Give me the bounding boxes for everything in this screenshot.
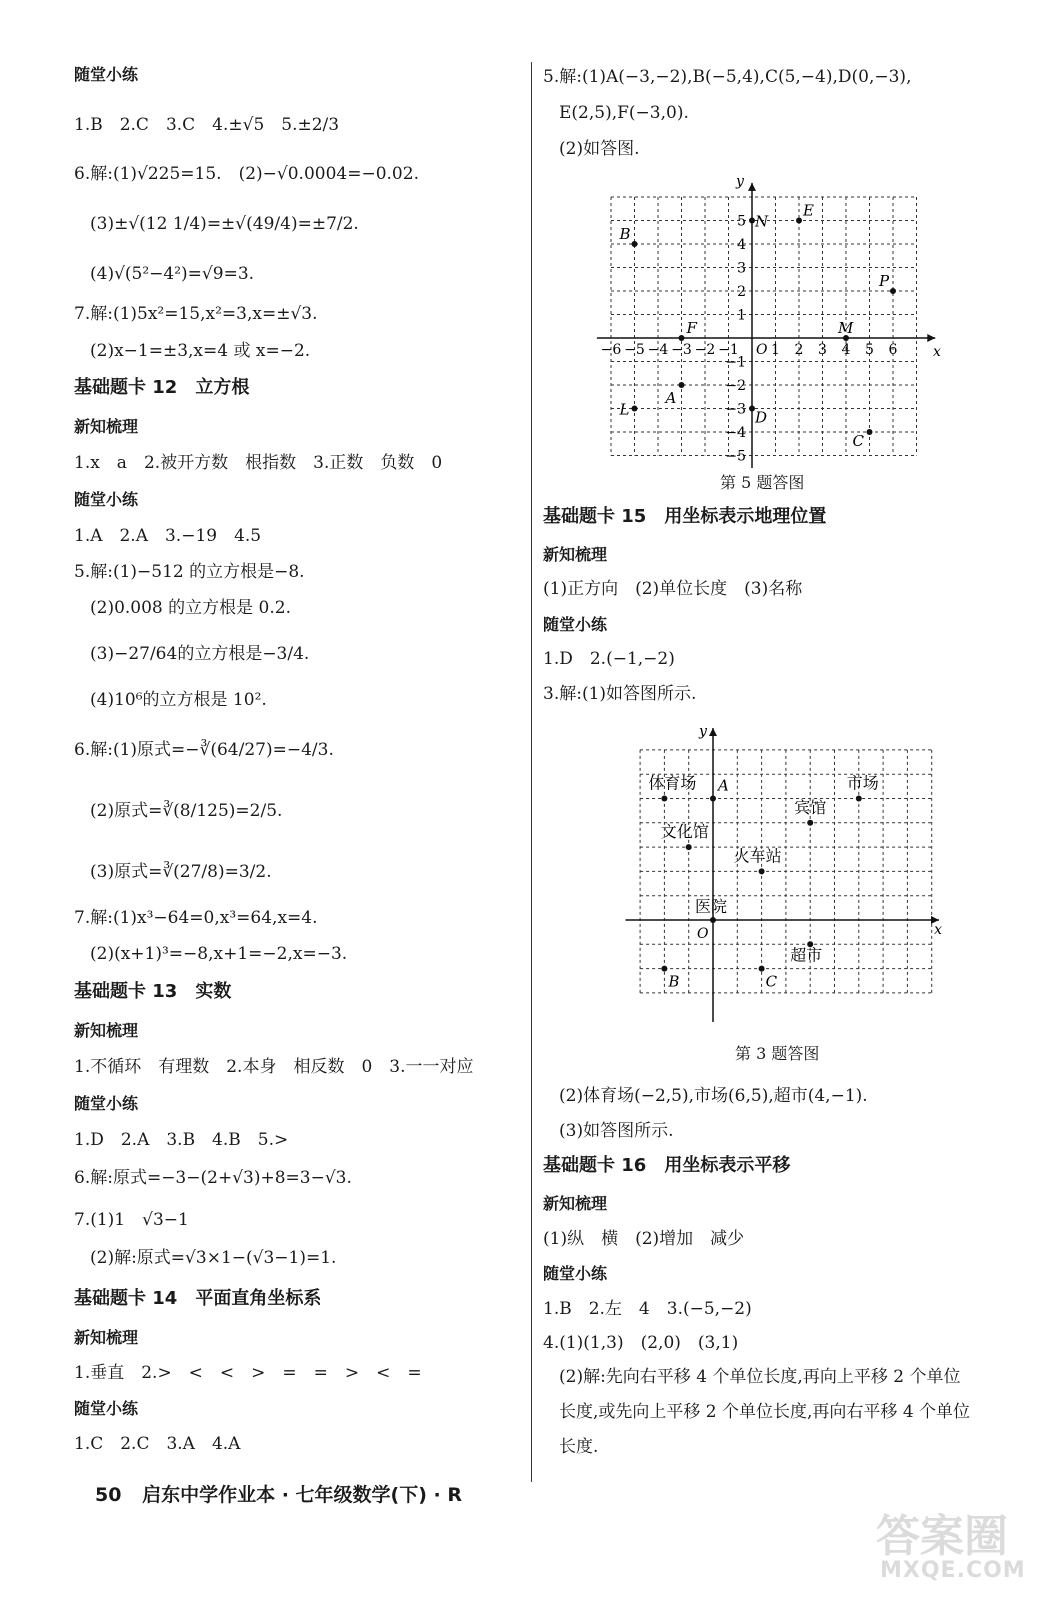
answer-line: 4.(1)(1,3) (2,0) (3,1) — [543, 1333, 739, 1353]
figure-caption-3: 第 3 题答图 — [735, 1044, 820, 1063]
map-point — [710, 796, 716, 802]
map-point-label: 市场 — [846, 773, 879, 793]
y-axis-label: y — [736, 173, 744, 190]
section-heading: 基础题卡 15 用坐标表示地理位置 — [543, 506, 827, 527]
subsection-label: 随堂小练 — [543, 1264, 608, 1283]
map-point-label: 火车站 — [733, 846, 782, 866]
answer-line: (3)如答图所示. — [559, 1121, 674, 1141]
answer-line: 1.不循环 有理数 2.本身 相反数 0 3.一一对应 — [74, 1057, 474, 1077]
x-tick-label: −5 — [624, 342, 645, 358]
answer-line: 1.A 2.A 3.−19 4.5 — [74, 526, 262, 546]
answer-line: (2)解:先向右平移 4 个单位长度,再向上平移 2 个单位 — [559, 1367, 961, 1387]
answer-line: (3)原式=∛(27/8)=3/2. — [90, 862, 272, 882]
origin-label: O — [697, 926, 709, 942]
point-F — [679, 335, 685, 341]
x-axis-label: x — [934, 922, 943, 938]
point-E — [796, 218, 802, 224]
x-tick-label: 2 — [794, 342, 804, 358]
answer-line: 1.x a 2.被开方数 根指数 3.正数 负数 0 — [74, 453, 443, 473]
point-C — [867, 429, 873, 435]
y-axis-arrow — [709, 728, 717, 736]
answer-line: (1)纵 横 (2)增加 减少 — [543, 1229, 745, 1249]
point-label-C: C — [852, 432, 864, 450]
answer-line: 7.解:(1)5x²=15,x²=3,x=±√3. — [74, 304, 318, 324]
point-label-N: N — [755, 212, 769, 231]
watermark-url: MXQE.COM — [880, 1558, 1026, 1583]
y-axis-label: y — [699, 723, 707, 740]
answer-line: 6.解:(1)√225=15. (2)−√0.0004=−0.02. — [74, 164, 419, 184]
answer-line: 5.解:(1)A(−3,−2),B(−5,4),C(5,−4),D(0,−3), — [543, 67, 912, 87]
answer-line: 3.解:(1)如答图所示. — [543, 684, 697, 704]
point-label-B: B — [619, 225, 631, 243]
x-tick-label: 6 — [888, 342, 898, 358]
map-point-label: 体育场 — [648, 773, 697, 793]
answer-line: (1)正方向 (2)单位长度 (3)名称 — [543, 579, 803, 599]
map-point — [856, 796, 862, 802]
coordinate-figure-5 — [590, 168, 950, 468]
section-heading: 基础题卡 16 用坐标表示平移 — [543, 1155, 791, 1176]
point-label-P: P — [879, 272, 890, 290]
map-point — [807, 820, 813, 826]
answer-line: 1.B 2.C 3.C 4.±√5 5.±2/3 — [74, 115, 340, 135]
section-heading: 基础题卡 12 立方根 — [74, 377, 250, 398]
answer-line: (3)−27/64的立方根是−3/4. — [90, 644, 310, 664]
answer-line: 5.解:(1)−512 的立方根是−8. — [74, 562, 305, 582]
watermark-logo — [876, 1500, 1046, 1592]
point-label-L: L — [619, 400, 630, 419]
point-label-F: F — [686, 319, 697, 337]
map-figure-3 — [618, 722, 948, 1027]
x-axis-arrow — [927, 334, 935, 342]
page-footer — [95, 1480, 462, 1507]
answer-line: 1.D 2.(−1,−2) — [543, 649, 675, 669]
answer-line: (2)x−1=±3,x=4 或 x=−2. — [90, 341, 311, 361]
subsection-label: 新知梳理 — [74, 1021, 139, 1040]
y-tick-label: 2 — [737, 284, 746, 300]
subsection-label: 随堂小练 — [543, 615, 608, 634]
y-tick-label: −4 — [725, 425, 746, 441]
section-heading: 基础题卡 13 实数 — [74, 981, 232, 1002]
point-label-D: D — [755, 408, 768, 427]
map-point-label: 医院 — [695, 897, 728, 916]
subsection-label: 新知梳理 — [74, 1328, 139, 1347]
x-tick-label: 1 — [771, 342, 780, 358]
point-P — [890, 288, 896, 294]
answer-line: 7.解:(1)x³−64=0,x³=64,x=4. — [74, 908, 318, 928]
origin-label: O — [756, 342, 768, 358]
subsection-label: 新知梳理 — [543, 1194, 608, 1213]
point-B — [632, 241, 638, 247]
page-number: 50 — [95, 1484, 122, 1506]
x-axis-label: x — [932, 344, 941, 360]
map-point — [710, 917, 716, 923]
subsection-label: 随堂小练 — [74, 1399, 139, 1418]
point-label-E: E — [803, 201, 814, 220]
x-tick-label: −6 — [600, 342, 622, 358]
y-tick-label: −2 — [725, 378, 746, 394]
map-point-label: 文化馆 — [660, 822, 709, 842]
answer-line: 6.解:原式=−3−(2+√3)+8=3−√3. — [74, 1168, 352, 1188]
subsection-label: 随堂小练 — [74, 65, 139, 84]
answer-line: 1.垂直 2.> < < > = = > < = — [74, 1363, 422, 1383]
subsection-label: 新知梳理 — [543, 545, 608, 564]
subsection-label: 随堂小练 — [74, 1094, 139, 1113]
subsection-label: 新知梳理 — [74, 417, 139, 436]
x-tick-label: −1 — [718, 342, 739, 358]
answer-line: 7.(1)1 √3−1 — [74, 1210, 189, 1230]
answer-line: (2)原式=∛(8/125)=2/5. — [90, 801, 283, 821]
map-point-label: C — [765, 972, 778, 991]
y-tick-label: 4 — [737, 237, 746, 253]
answer-line: 1.B 2.左 4 3.(−5,−2) — [543, 1299, 752, 1319]
x-tick-label: 4 — [841, 342, 851, 358]
point-label-A: A — [665, 389, 677, 407]
y-tick-label: −5 — [725, 448, 746, 465]
map-point — [661, 796, 667, 802]
map-point — [686, 844, 692, 850]
map-point-label: A — [718, 776, 729, 795]
map-point — [759, 966, 765, 972]
y-tick-label: −1 — [725, 354, 746, 371]
answer-line: 长度. — [559, 1437, 599, 1457]
x-tick-label: −3 — [671, 342, 692, 358]
map-point — [661, 966, 667, 972]
answer-line: (2)0.008 的立方根是 0.2. — [90, 598, 291, 618]
x-tick-label: 5 — [865, 342, 874, 358]
answer-line: (2)(x+1)³=−8,x+1=−2,x=−3. — [90, 944, 348, 964]
subsection-label: 随堂小练 — [74, 490, 139, 509]
point-L — [632, 406, 638, 412]
figure-caption-5: 第 5 题答图 — [720, 473, 805, 492]
map-point-label: 宾馆 — [794, 797, 827, 817]
point-A — [679, 382, 685, 388]
answer-line: 6.解:(1)原式=−∛(64/27)=−4/3. — [74, 740, 334, 760]
map-point-label: B — [668, 972, 680, 991]
column-divider — [531, 62, 532, 1482]
watermark-text: 答案圈 — [876, 1511, 1008, 1562]
y-tick-label: 5 — [737, 213, 746, 230]
answer-line: 长度,或先向上平移 2 个单位长度,再向右平移 4 个单位 — [559, 1402, 971, 1422]
answer-line: (2)解:原式=√3×1−(√3−1)=1. — [90, 1248, 337, 1268]
answer-line: 1.C 2.C 3.A 4.A — [74, 1434, 241, 1454]
map-point-label: 超市 — [790, 945, 823, 965]
answer-line: 1.D 2.A 3.B 4.B 5.> — [74, 1130, 289, 1150]
answer-line: (4)√(5²−4²)=√9=3. — [90, 264, 255, 284]
answer-line: (4)10⁶的立方根是 10². — [90, 690, 267, 710]
map-point — [759, 868, 765, 874]
section-heading: 基础题卡 14 平面直角坐标系 — [74, 1288, 322, 1309]
x-tick-label: −4 — [647, 342, 669, 358]
y-axis-arrow — [748, 183, 756, 191]
answer-line: E(2,5),F(−3,0). — [559, 103, 689, 123]
x-tick-label: −2 — [694, 342, 716, 358]
book-title: 启东中学作业本 · 七年级数学(下) · R — [142, 1484, 462, 1506]
x-tick-label: 3 — [818, 342, 827, 358]
answer-line: (2)如答图. — [559, 139, 640, 159]
answer-line: (3)±√(12 1/4)=±√(49/4)=±7/2. — [90, 214, 359, 234]
y-tick-label: 3 — [737, 260, 746, 277]
point-label-M: M — [838, 319, 854, 337]
y-tick-label: −3 — [725, 401, 746, 418]
y-tick-label: 1 — [737, 307, 746, 324]
answer-line: (2)体育场(−2,5),市场(6,5),超市(4,−1). — [559, 1086, 868, 1106]
